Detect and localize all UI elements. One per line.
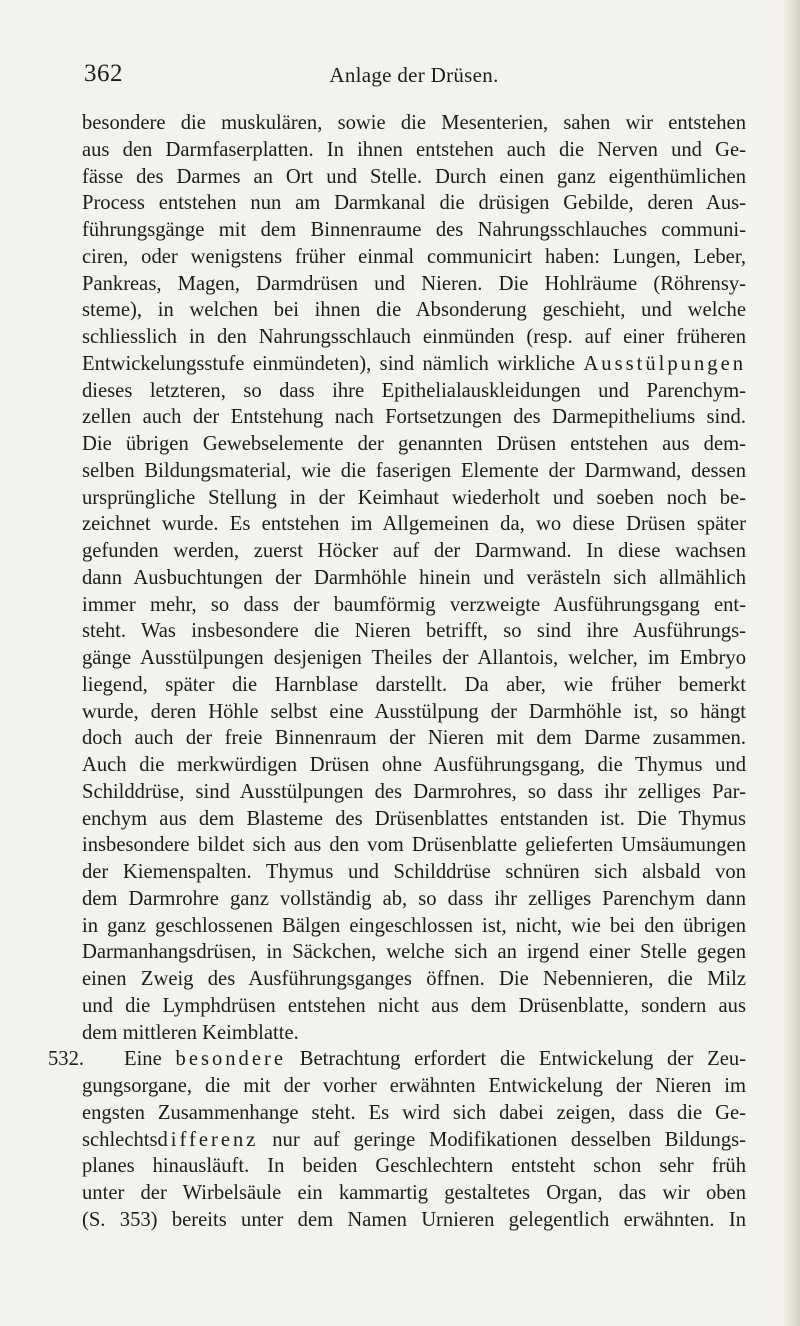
text-fragment: nur auf geringe Modifikationen desselben Bildungs- [258,1128,746,1151]
text-line: ciren, oder wenigstens früher einmal communicirt haben: Lungen, Leber, [82,245,746,268]
emphasis-spaced: Ausstülpungen [583,352,746,375]
text-line: Pankreas, Magen, Darmdrüsen und Nieren. Die Hohlräume (Röhrensy- [82,272,746,295]
text-line: Die übrigen Gewebselemente der genannten Drüsen entstehen aus dem- [82,433,746,455]
text-line: steme), in welchen bei ihnen die Absonderung geschieht, und welche [82,299,746,322]
emphasis-spaced: differenz [157,1128,259,1151]
text-line: immer mehr, so dass der baumförmig verzweigte Ausführungsgang ent- [82,593,746,616]
page-edge-shadow [782,0,800,1326]
text-line: und die Lymphdrüsen entstehen nicht aus dem Drüsenblatte, sondern aus [82,994,746,1017]
text-line: selben Bildungsmaterial, wie die faserigen Elemente der Darmwand, dessen [82,459,746,482]
text-line: der Kiemenspalten. Thymus und Schilddrüse schnüren sich alsbald von [82,861,746,883]
text-line: ursprüngliche Stellung in der Keimhaut wiederholt und soeben noch be- [82,486,746,509]
text-line: aus den Darmfaserplatten. In ihnen entstehen auch die Nerven und Ge- [82,138,746,161]
text-line: liegend, später die Harnblase darstellt. Da aber, wie früher bemerkt [82,673,746,696]
text-line: dieses letzteren, so dass ihre Epithelialauskleidungen und Parenchym- [82,379,746,402]
text-line: unter der Wirbelsäule ein kammartig gestaltetes Organ, das wir oben [82,1182,746,1204]
text-fragment: Entwickelungsstufe einmündeten), sind nämlich wirkliche [82,352,584,375]
text-line: Auch die merkwürdigen Drüsen ohne Ausführungsgang, die Thymus und [82,754,746,776]
text-line: führungsgänge mit dem Binnenraume des Nahrungsschlauches communi- [82,219,746,241]
section-number: 532. [48,1048,85,1071]
text-line: fässe des Darmes an Ort und Stelle. Durch einen ganz eigenthümlichen [82,165,746,188]
text-line: zellen auch der Entstehung nach Fortsetzungen des Darmepitheliums sind. [82,406,746,429]
text-line: Schilddrüse, sind Ausstülpungen des Darmrohres, so dass ihr zelliges Par- [82,780,746,803]
text-line [82,351,746,378]
text-fragment: Eine [124,1048,176,1071]
text-line: (S. 353) bereits unter dem Namen Urnieren gelegentlich erwähnten. In [82,1208,746,1231]
text-line: gungsorgane, die mit der vorher erwähnten Entwickelung der Nieren im [82,1075,746,1097]
text-line: gefunden werden, zuerst Höcker auf der Darmwand. In diese wachsen [82,540,746,562]
text-line: planes hinausläuft. In beiden Geschlechtern entsteht schon sehr früh [82,1155,746,1178]
text-line: wurde, deren Höhle selbst eine Ausstülpung der Darmhöhle ist, so hängt [82,700,746,723]
text-line: dann Ausbuchtungen der Darmhöhle hinein und verästeln sich allmählich [82,566,746,589]
running-head: Anlage der Drüsen. [329,63,499,87]
text-line: einen Zweig des Ausführungsganges öffnen. Die Nebennieren, die Milz [82,968,746,990]
text-line: steht. Was insbesondere die Nieren betrifft, so sind ihre Ausführungs- [82,620,746,643]
text-line: in ganz geschlossenen Bälgen eingeschlossen ist, nicht, wie bei den übrigen [82,914,746,937]
text-line: zeichnet wurde. Es entstehen im Allgemeinen da, wo diese Drüsen später [82,513,746,536]
text-line: Process entstehen nun am Darmkanal die drüsigen Gebilde, deren Aus- [82,192,746,215]
page-header [84,60,744,94]
text-fragment: schlechts [82,1128,158,1151]
text-line: doch auch der freie Binnenraum der Nieren mit dem Darme zusammen. [82,727,746,750]
text-line [82,1127,746,1154]
text-line: engsten Zusammenhange steht. Es wird sich dabei zeigen, dass die Ge- [82,1101,746,1124]
page-number: 362 [84,60,123,87]
body-text [48,110,746,1234]
text-line: besondere die muskulären, sowie die Mesenterien, sahen wir entstehen [82,112,746,134]
text-line: dem mittleren Keimblatte. [82,1021,299,1044]
text-line: Darmanhangsdrüsen, in Säckchen, welche sich an irgend einer Stelle gegen [82,941,746,964]
text-line: schliesslich in den Nahrungsschlauch einmünden (resp. auf einer früheren [82,326,746,348]
text-line: enchym aus dem Blasteme des Drüsenblattes entstanden ist. Die Thymus [82,807,746,830]
text-fragment: Betrachtung erfordert die Entwickelung der Zeu- [286,1048,746,1071]
text-line: insbesondere bildet sich aus den vom Drüsenblatte gelieferten Umsäumungen [82,834,746,857]
section-532-first-line [48,1046,746,1073]
text-line: dem Darmrohre ganz vollständig ab, so dass ihr zelliges Parenchym dann [82,887,746,910]
text-line: gänge Ausstülpungen desjenigen Theiles der Allantois, welcher, im Embryo [82,647,746,669]
emphasis-spaced: besondere [175,1048,286,1071]
